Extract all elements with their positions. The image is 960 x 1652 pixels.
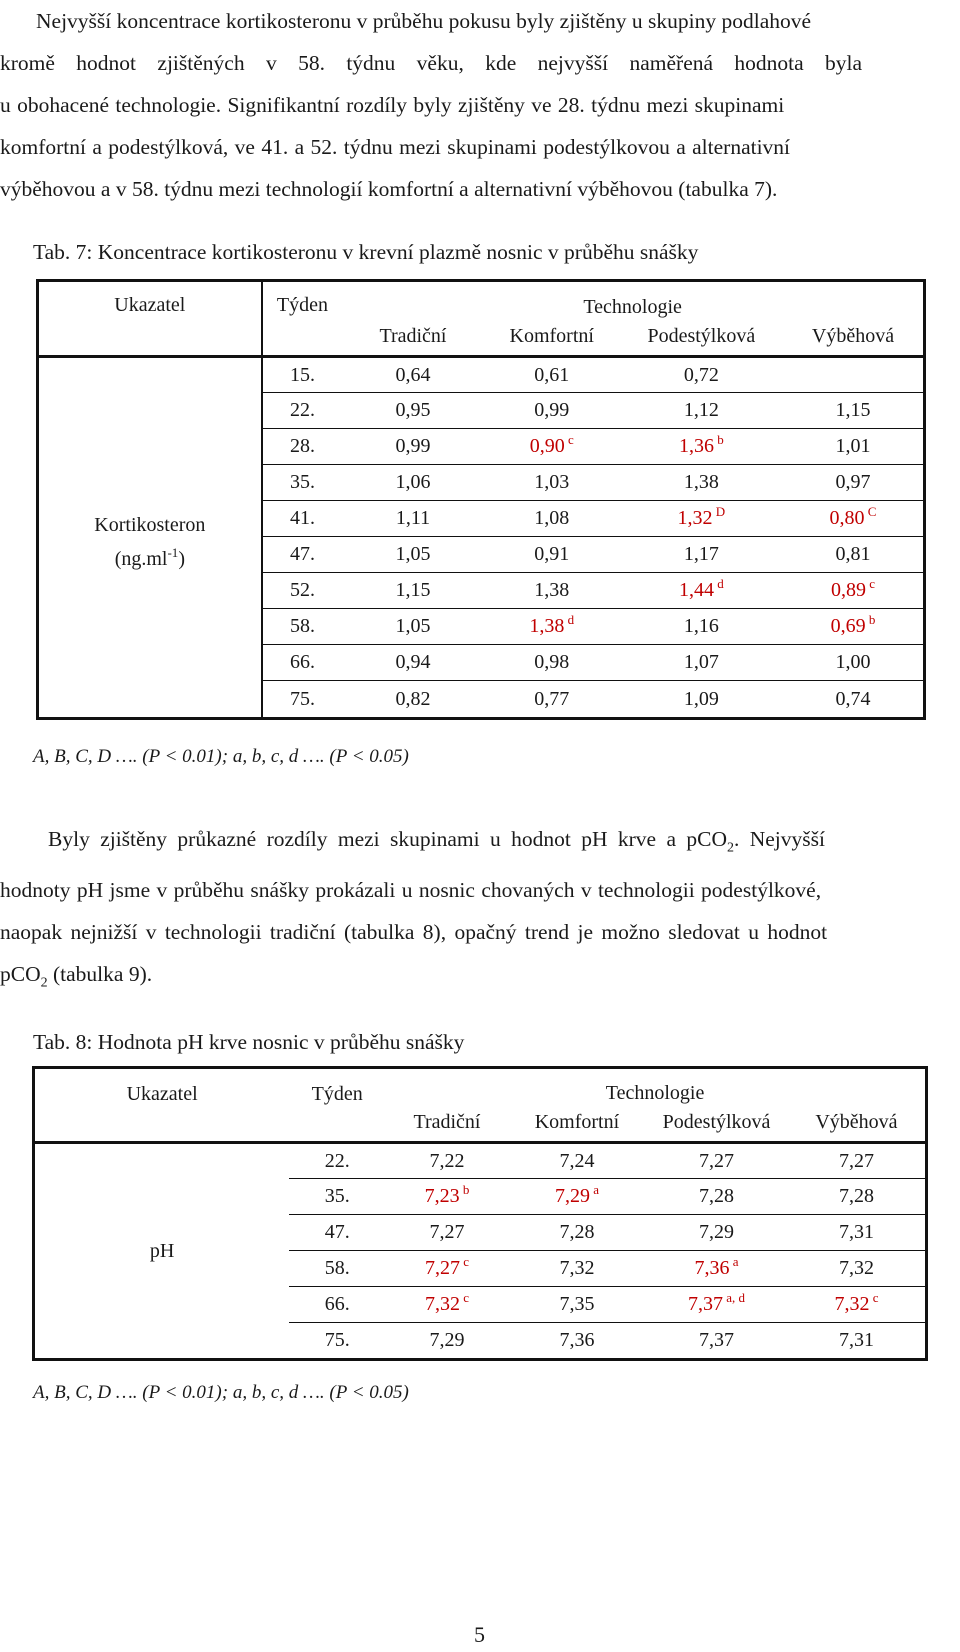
intro-line-1-text: Nejvyšší koncentrace kortikosteronu v průběhu pokusu byly zjištěny u skupiny podlahové xyxy=(36,9,812,33)
table7-week: 47. xyxy=(262,537,343,573)
significance-mark: d xyxy=(564,612,575,627)
table8-cell xyxy=(385,1251,509,1287)
table8-cell xyxy=(385,1287,509,1323)
table8-col-vybehova: Výběhová xyxy=(788,1105,927,1143)
middle-line-1 xyxy=(0,818,958,869)
significance-mark: c xyxy=(564,432,574,447)
table7-cell xyxy=(484,465,620,501)
table7-cell xyxy=(620,429,783,465)
cell-value: 7,27 xyxy=(699,1149,735,1172)
table7-caption: Tab. 7: Koncentrace kortikosteronu v krevní plazmě nosnic v průběhu snášky xyxy=(33,240,699,264)
middle-line-1b: . Nejvyšší xyxy=(733,827,825,851)
cell-value: 7,36 xyxy=(694,1257,730,1279)
table7-cell xyxy=(484,681,620,719)
table8-col-komfortni: Komfortní xyxy=(509,1105,645,1143)
table8-header-tyden: Týden xyxy=(289,1068,385,1143)
cell-value: 1,16 xyxy=(683,615,719,637)
significance-mark: a xyxy=(729,1254,739,1269)
cell-value: 7,32 xyxy=(838,1257,874,1279)
table7-cell xyxy=(620,609,783,645)
table7-cell xyxy=(783,357,925,393)
table8-header-technologie: Technologie xyxy=(605,1081,705,1104)
table7-col-podestylkova: Podestýlková xyxy=(620,319,783,357)
cell-value: 0,89 xyxy=(830,579,866,601)
cell-value: 7,37 xyxy=(699,1329,735,1351)
table8-cell xyxy=(788,1287,927,1323)
cell-value: 7,27 xyxy=(424,1257,460,1279)
cell-value: 0,90 xyxy=(529,435,565,457)
table8-header-ukazatel: Ukazatel xyxy=(34,1068,290,1143)
table8-cell xyxy=(385,1179,509,1215)
table7-cell xyxy=(783,645,925,681)
cell-value: 1,44 xyxy=(678,579,714,601)
table7-week: 22. xyxy=(262,393,343,429)
table7-cell xyxy=(484,501,620,537)
table8 xyxy=(32,1066,928,1361)
cell-value: 7,28 xyxy=(699,1185,735,1207)
table7-unit-post: ) xyxy=(178,547,185,570)
table7-cell xyxy=(484,429,620,465)
table7-cell xyxy=(342,357,483,393)
middle-line-4-sub: 2 xyxy=(40,975,48,991)
middle-line-4b: (tabulka 9). xyxy=(47,962,153,987)
table7-col-tradicni: Tradiční xyxy=(342,319,483,357)
table7-cell xyxy=(342,645,483,681)
cell-value: 1,38 xyxy=(683,471,719,493)
table7-cell xyxy=(342,573,483,609)
cell-value: 0,97 xyxy=(835,471,871,493)
table7-cell xyxy=(484,645,620,681)
table7-week: 52. xyxy=(262,573,343,609)
table7-indicator-unit xyxy=(39,542,261,576)
page-number: 5 xyxy=(474,1622,485,1647)
intro-line-4: komfortní a podestýlková, ve 41. a 52. týdnu mezi skupinami podestýlkovou a alternativní xyxy=(0,135,791,159)
table8-cell xyxy=(385,1323,509,1360)
significance-mark: D xyxy=(712,504,726,519)
cell-value: 0,64 xyxy=(395,363,431,386)
significance-mark: c xyxy=(459,1290,469,1305)
cell-value: 7,32 xyxy=(834,1293,870,1315)
cell-value: 1,32 xyxy=(677,507,713,529)
cell-value: 1,36 xyxy=(678,435,714,457)
significance-mark: d xyxy=(713,576,724,591)
table7-cell xyxy=(620,465,783,501)
significance-mark: a xyxy=(589,1182,599,1197)
table7-col-komfortni: Komfortní xyxy=(484,319,620,357)
middle-line-1a: Byly zjištěny průkazné rozdíly mezi skupinami u hodnot pH krve a pCO xyxy=(48,827,727,851)
table7-cell xyxy=(783,501,925,537)
cell-value: 0,81 xyxy=(835,543,871,565)
cell-value: 1,08 xyxy=(534,507,570,529)
table7-cell xyxy=(783,537,925,573)
intro-line-1 xyxy=(0,0,958,42)
table8-cell xyxy=(509,1143,645,1179)
cell-value: 7,23 xyxy=(424,1185,460,1207)
table8-cell xyxy=(645,1179,788,1215)
table8-cell xyxy=(385,1215,509,1251)
cell-value: 7,29 xyxy=(554,1185,590,1207)
cell-value: 1,00 xyxy=(835,651,871,673)
cell-value: 1,05 xyxy=(395,543,431,565)
middle-line-4a: pCO xyxy=(0,962,41,987)
table7-week: 58. xyxy=(262,609,343,645)
cell-value: 1,12 xyxy=(683,399,719,421)
table8-cell xyxy=(788,1251,927,1287)
cell-value: 7,35 xyxy=(559,1293,595,1315)
middle-paragraph xyxy=(0,818,958,1005)
cell-value: 0,95 xyxy=(395,399,431,421)
table7-cell xyxy=(342,501,483,537)
significance-mark: c xyxy=(865,576,875,591)
cell-value: 1,09 xyxy=(683,687,719,710)
table7-unit-sup: -1 xyxy=(167,544,179,560)
cell-value: 0,61 xyxy=(534,363,570,386)
table7-cell xyxy=(620,501,783,537)
table7-cell xyxy=(783,393,925,429)
cell-value: 1,11 xyxy=(395,507,431,529)
table7-week: 75. xyxy=(289,687,315,710)
table7-cell xyxy=(484,609,620,645)
intro-line-2: kromě hodnot zjištěných v 58. týdnu věku, kde nejvyšší naměřená hodnota byla xyxy=(0,51,863,75)
table8-cell xyxy=(788,1215,927,1251)
table7-week: 28. xyxy=(262,429,343,465)
table8-week: 58. xyxy=(289,1251,385,1287)
cell-value: 0,98 xyxy=(534,651,570,673)
table8-week: 22. xyxy=(289,1143,385,1179)
cell-value: 0,94 xyxy=(395,651,431,673)
cell-value: 1,17 xyxy=(683,543,719,565)
table8-col-tradicni: Tradiční xyxy=(385,1105,509,1143)
cell-value: 0,72 xyxy=(683,363,719,386)
table7-week: 35. xyxy=(262,465,343,501)
table7-cell xyxy=(620,537,783,573)
cell-value: 0,82 xyxy=(395,687,431,710)
intro-line-5: výběhovou a v 58. týdnu mezi technologií komfortní a alternativní výběhovou (tabulka 7). xyxy=(0,177,778,201)
significance-mark: c xyxy=(869,1290,879,1305)
table8-cell xyxy=(385,1143,509,1179)
table7-unit-pre: (ng.ml xyxy=(114,547,168,570)
cell-value: 1,03 xyxy=(534,471,570,493)
table8-cell xyxy=(509,1251,645,1287)
table7-cell xyxy=(783,681,925,719)
cell-value: 1,05 xyxy=(395,615,431,637)
table7-cell xyxy=(342,393,483,429)
table8-cell xyxy=(509,1323,645,1360)
cell-value: 7,22 xyxy=(429,1149,465,1172)
table8-cell xyxy=(509,1179,645,1215)
middle-line-1-sub: 2 xyxy=(726,840,734,856)
cell-value: 1,38 xyxy=(534,579,570,601)
table8-cell xyxy=(645,1287,788,1323)
table7-header-ukazatel: Ukazatel xyxy=(38,281,262,357)
table7-cell xyxy=(342,609,483,645)
table7-cell xyxy=(620,573,783,609)
cell-value: 7,32 xyxy=(424,1293,460,1315)
cell-value: 1,01 xyxy=(835,435,871,457)
table7-week: 66. xyxy=(262,645,343,681)
table7-cell xyxy=(484,537,620,573)
cell-value: 7,32 xyxy=(559,1257,595,1279)
cell-value: 0,91 xyxy=(534,543,570,565)
table7-indicator-name: Kortikosteron xyxy=(94,513,206,536)
table7-cell xyxy=(620,681,783,719)
table7-cell xyxy=(484,393,620,429)
table7-indicator xyxy=(38,357,262,719)
cell-value: 1,15 xyxy=(835,399,871,421)
table7-cell xyxy=(342,465,483,501)
table7 xyxy=(36,279,926,720)
cell-value: 7,24 xyxy=(559,1149,595,1172)
table7-cell xyxy=(620,645,783,681)
table7-note: A, B, C, D …. (P < 0.01); a, b, c, d …. (P < 0.05) xyxy=(33,746,409,767)
cell-value: 0,69 xyxy=(830,615,866,637)
significance-mark: a, d xyxy=(723,1290,746,1305)
cell-value: 1,07 xyxy=(683,651,719,673)
significance-mark: b xyxy=(865,612,876,627)
cell-value: 7,31 xyxy=(838,1221,874,1243)
table8-cell xyxy=(509,1287,645,1323)
cell-value: 7,28 xyxy=(838,1185,874,1207)
table7-cell xyxy=(484,573,620,609)
table8-week: 47. xyxy=(289,1215,385,1251)
cell-value: 0,80 xyxy=(829,507,865,529)
table8-cell xyxy=(788,1143,927,1179)
table8-cell xyxy=(645,1251,788,1287)
cell-value: 1,15 xyxy=(395,579,431,601)
table8-week: 35. xyxy=(289,1179,385,1215)
table7-row xyxy=(38,357,925,393)
intro-paragraph xyxy=(0,0,958,210)
table8-cell xyxy=(645,1215,788,1251)
table8-week: 66. xyxy=(289,1287,385,1323)
table7-cell xyxy=(783,465,925,501)
table7-cell xyxy=(342,429,483,465)
table7-cell xyxy=(484,357,620,393)
table8-cell xyxy=(509,1215,645,1251)
cell-value: 7,37 xyxy=(688,1293,724,1315)
table7-col-vybehova: Výběhová xyxy=(783,319,925,357)
table8-indicator: pH xyxy=(149,1239,175,1262)
significance-mark: b xyxy=(713,432,724,447)
cell-value: 7,28 xyxy=(559,1221,595,1243)
cell-value: 0,99 xyxy=(395,435,431,457)
significance-mark: b xyxy=(459,1182,470,1197)
cell-value: 7,29 xyxy=(429,1329,465,1351)
table7-week: 41. xyxy=(262,501,343,537)
cell-value: 0,74 xyxy=(835,687,871,710)
middle-line-2: hodnoty pH jsme v průběhu snášky prokázali u nosnic chovaných v technologii podestýlkové, xyxy=(0,878,822,903)
table7-cell xyxy=(620,357,783,393)
table7-week: 15. xyxy=(262,357,343,393)
cell-value: 0,77 xyxy=(534,687,570,710)
table7-cell xyxy=(783,609,925,645)
table7-cell xyxy=(783,429,925,465)
table8-cell xyxy=(788,1323,927,1360)
table8-cell xyxy=(645,1143,788,1179)
table7-header-tyden: Týden xyxy=(262,281,343,357)
table8-row xyxy=(34,1143,927,1179)
table8-note: A, B, C, D …. (P < 0.01); a, b, c, d …. (P < 0.05) xyxy=(33,1382,409,1403)
table8-col-podestylkova: Podestýlková xyxy=(645,1105,788,1143)
table8-caption: Tab. 8: Hodnota pH krve nosnic v průběhu snášky xyxy=(33,1030,465,1054)
intro-line-3: u obohacené technologie. Signifikantní rozdíly byly zjištěny ve 28. týdnu mezi skupinami xyxy=(0,93,785,117)
cell-value: 1,06 xyxy=(395,471,431,493)
table8-week: 75. xyxy=(324,1329,350,1351)
cell-value: 7,31 xyxy=(838,1329,874,1351)
table7-cell xyxy=(620,393,783,429)
significance-mark: C xyxy=(864,504,877,519)
table8-cell xyxy=(788,1179,927,1215)
table7-header-technologie: Technologie xyxy=(583,295,682,318)
table8-cell xyxy=(645,1323,788,1360)
table7-cell xyxy=(783,573,925,609)
significance-mark: c xyxy=(459,1254,469,1269)
middle-line-4 xyxy=(0,953,958,1004)
cell-value: 1,38 xyxy=(529,615,565,637)
cell-value: 7,27 xyxy=(429,1221,465,1243)
middle-line-3: naopak nejnižší v technologii tradiční (tabulka 8), opačný trend je možno sledovat u hodnot xyxy=(0,920,828,945)
cell-value: 7,29 xyxy=(699,1221,735,1243)
cell-value: 7,27 xyxy=(838,1149,874,1172)
table7-cell xyxy=(342,681,483,719)
cell-value: 0,99 xyxy=(534,399,570,421)
table7-cell xyxy=(342,537,483,573)
cell-value: 7,36 xyxy=(559,1329,595,1351)
